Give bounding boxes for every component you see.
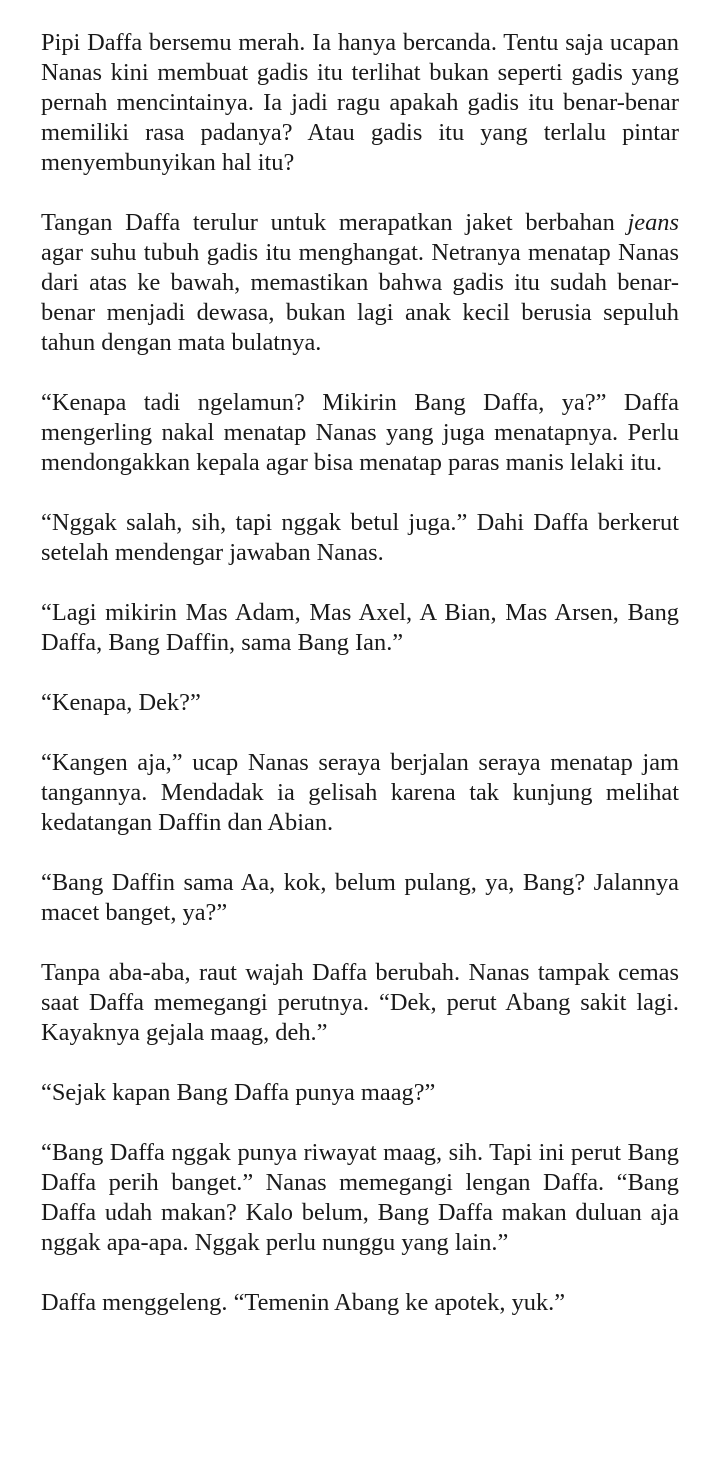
text-run: “Sejak kapan Bang Daffa punya maag?” [41,1079,436,1106]
text-run: “Kenapa, Dek?” [41,689,201,716]
text-run: “Nggak salah, sih, tapi nggak betul juga.” Dahi Daffa berkerut setelah mendengar jawaban Nanas. [41,509,679,566]
paragraph-8 [41,868,679,928]
text-run: Tanpa aba-aba, raut wajah Daffa berubah. Nanas tampak cemas saat Daffa memegangi perutnya. “Dek, perut Abang sakit lagi. Kayaknya gejala maag, deh.” [41,959,679,1046]
paragraph-7 [41,748,679,838]
paragraph-1 [41,28,679,178]
paragraph-5 [41,598,679,658]
text-run: “Lagi mikirin Mas Adam, Mas Axel, A Bian, Mas Arsen, Bang Daffa, Bang Daffin, sama Bang Ian.” [41,599,679,656]
paragraph-9 [41,958,679,1048]
text-run: Daffa menggeleng. “Temenin Abang ke apotek, yuk.” [41,1289,566,1316]
paragraph-6 [41,688,679,718]
text-run: “Bang Daffin sama Aa, kok, belum pulang, ya, Bang? Jalannya macet banget, ya?” [41,869,679,926]
paragraph-10 [41,1078,679,1108]
text-run: Pipi Daffa bersemu merah. Ia hanya bercanda. Tentu saja ucapan Nanas kini membuat gadis itu terlihat bukan seperti gadis yang pernah mencintainya. Ia jadi ragu apakah gadis itu benar-benar memiliki rasa padanya? Atau gadis itu yang terlalu pintar menyembunyikan hal itu? [41,29,679,176]
text-run: “Kenapa tadi ngelamun? Mikirin Bang Daffa, ya?” Daffa mengerling nakal menatap Nanas yang juga menatapnya. Perlu mendongakkan kepala agar bisa menatap paras manis lelaki itu. [41,389,679,476]
text-run: “Kangen aja,” ucap Nanas seraya berjalan seraya menatap jam tangannya. Mendadak ia gelisah karena tak kunjung melihat kedatangan Daffin dan Abian. [41,749,679,836]
text-run: Tangan Daffa terulur untuk merapatkan jaket berbahan [41,209,628,236]
text-run: agar suhu tubuh gadis itu menghangat. Netranya menatap Nanas dari atas ke bawah, memastikan bahwa gadis itu sudah benar-benar menjadi dewasa, bukan lagi anak kecil berusia sepuluh tahun dengan mata bulatnya. [41,239,679,356]
italic-text-run: jeans [627,209,679,236]
paragraph-2 [41,208,679,358]
paragraph-4 [41,508,679,568]
paragraph-3 [41,388,679,478]
text-run: “Bang Daffa nggak punya riwayat maag, sih. Tapi ini perut Bang Daffa perih banget.” Nanas memegangi lengan Daffa. “Bang Daffa udah makan? Kalo belum, Bang Daffa makan duluan aja nggak apa-apa. Nggak perlu nunggu yang lain.” [41,1139,679,1256]
story-text [41,28,679,1318]
paragraph-11 [41,1138,679,1258]
paragraph-12 [41,1288,679,1318]
